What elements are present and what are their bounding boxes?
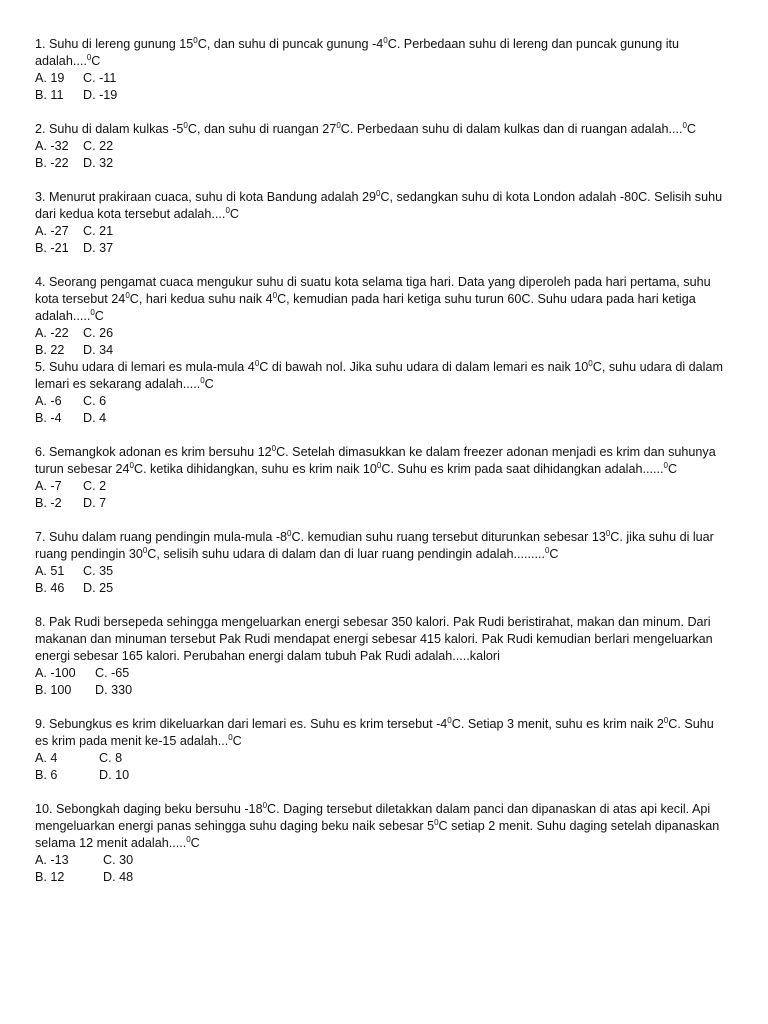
option-row	[35, 750, 728, 767]
answer-option[interactable]: D. 7	[83, 496, 107, 510]
option-row	[35, 325, 728, 342]
answer-option[interactable]: A. 51	[35, 564, 65, 578]
answer-option[interactable]: C. -11	[83, 71, 117, 85]
question-text-segment: 6. Semangkok adonan es krim bersuhu 12	[35, 445, 272, 459]
question-text-segment: C. Setiap 3 menit, suhu es krim naik 2	[451, 717, 664, 731]
question-text-segment: C, dan suhu di ruangan 27	[187, 122, 337, 136]
degree-superscript: 0	[200, 376, 205, 385]
degree-superscript: 0	[605, 529, 611, 538]
answer-option[interactable]: B. 100	[35, 683, 72, 697]
answer-option[interactable]: A. -7	[35, 479, 62, 493]
answer-option[interactable]: A. -13	[35, 853, 69, 867]
answer-option[interactable]: A. 19	[35, 71, 65, 85]
question-6	[35, 444, 728, 529]
degree-superscript: 0	[272, 291, 278, 300]
answer-option[interactable]: C. 6	[83, 394, 107, 408]
question-10	[35, 801, 728, 886]
question-text	[35, 274, 728, 325]
answer-option[interactable]: D. 25	[83, 581, 114, 595]
degree-superscript: 0	[447, 716, 452, 725]
question-text-segment: C. Suhu es krim pada menit ke-15 adalah...	[35, 717, 714, 748]
answer-option[interactable]: D. 330	[95, 683, 133, 697]
answer-option[interactable]: C. 21	[83, 224, 114, 238]
option-row	[35, 478, 728, 495]
question-3	[35, 189, 728, 274]
question-text-segment: C, selisih suhu udara di dalam dan di luar ruang pendingin adalah.........	[147, 547, 545, 561]
option-row	[35, 665, 728, 682]
answer-option[interactable]: C. 26	[83, 326, 114, 340]
question-text-segment: 9. Sebungkus es krim dikeluarkan dari lemari es. Suhu es krim tersebut -4	[35, 717, 448, 731]
option-row	[35, 852, 728, 869]
option-row	[35, 70, 728, 87]
answer-option[interactable]: C. -65	[95, 666, 130, 680]
question-text-segment: C	[229, 207, 239, 221]
question-spacer	[35, 257, 728, 274]
question-text-segment: C. Suhu es krim pada saat dihidangkan adalah......	[381, 462, 664, 476]
answer-option[interactable]: B. 11	[35, 88, 64, 102]
question-text-segment: 1. Suhu di lereng gunung 15	[35, 37, 194, 51]
question-text-segment: C. Daging tersebut diletakkan dalam panci dan dipanaskan di atas api kecil. Api mengeluarkan energi panas sehingga suhu daging beku naik sebesar 5	[35, 802, 711, 833]
option-row	[35, 869, 728, 886]
question-text-segment: C	[204, 377, 214, 391]
answer-option[interactable]: A. -27	[35, 224, 69, 238]
option-row	[35, 223, 728, 240]
answer-option[interactable]: A. -100	[35, 666, 76, 680]
degree-superscript: 0	[336, 121, 341, 130]
option-row	[35, 767, 728, 784]
question-5	[35, 359, 728, 444]
degree-superscript: 0	[663, 461, 668, 470]
degree-superscript: 0	[186, 835, 191, 844]
answer-option[interactable]: B. 46	[35, 581, 65, 595]
degree-superscript: 0	[544, 546, 550, 555]
question-text	[35, 529, 728, 563]
option-row	[35, 240, 728, 257]
question-text-segment: C. Perbedaan suhu di lereng dan puncak gunung itu adalah....	[35, 37, 679, 68]
answer-option[interactable]: B. 22	[35, 343, 65, 357]
answer-option[interactable]: B. 12	[35, 870, 65, 884]
question-text	[35, 614, 728, 665]
answer-option[interactable]: D. 37	[83, 241, 114, 255]
option-row	[35, 580, 728, 597]
degree-superscript: 0	[383, 36, 388, 45]
question-text-segment: 7. Suhu dalam ruang pendingin mula-mula -8	[35, 530, 288, 544]
question-text	[35, 444, 728, 478]
question-spacer	[35, 172, 728, 189]
question-text	[35, 359, 728, 393]
question-spacer	[35, 104, 728, 121]
question-text-segment: C, sedangkan suhu di kota London adalah -80C. Selisih suhu dari kedua kota tersebut adalah....	[35, 190, 723, 221]
question-text-segment: C	[94, 309, 104, 323]
option-row	[35, 495, 728, 512]
question-text-segment: C, dan suhu di puncak gunung -4	[197, 37, 384, 51]
question-text-segment: C	[549, 547, 559, 561]
question-spacer	[35, 512, 728, 529]
degree-superscript: 0	[228, 733, 233, 742]
question-text	[35, 121, 728, 138]
question-2	[35, 121, 728, 189]
option-row	[35, 563, 728, 580]
answer-option[interactable]: C. 35	[83, 564, 114, 578]
question-text-segment: C. jika suhu di luar ruang pendingin 30	[35, 530, 714, 561]
option-row	[35, 410, 728, 427]
answer-option[interactable]: B. -4	[35, 411, 62, 425]
question-text-segment: C. Perbedaan suhu di dalam kulkas dan di ruangan adalah....	[340, 122, 683, 136]
question-text-segment: 3. Menurut prakiraan cuaca, suhu di kota Bandung adalah 29	[35, 190, 376, 204]
degree-superscript: 0	[86, 53, 92, 62]
degree-superscript: 0	[183, 121, 188, 130]
degree-superscript: 0	[287, 529, 292, 538]
answer-option[interactable]: B. 6	[35, 768, 58, 782]
answer-option[interactable]: A. -32	[35, 139, 69, 153]
option-row	[35, 342, 728, 359]
question-text-segment: C, kemudian pada hari ketiga suhu turun 60C. Suhu udara pada hari ketiga adalah.....	[35, 292, 696, 323]
answer-option[interactable]: C. 2	[83, 479, 107, 493]
question-8	[35, 614, 728, 716]
question-text-segment: C	[232, 734, 242, 748]
question-spacer	[35, 699, 728, 716]
question-text-segment: C. ketika dihidangkan, suhu es krim naik 10	[133, 462, 377, 476]
answer-option[interactable]: C. 22	[83, 139, 114, 153]
question-text-segment: 10. Sebongkah daging beku bersuhu -18	[35, 802, 263, 816]
option-row	[35, 393, 728, 410]
question-text	[35, 716, 728, 750]
question-spacer	[35, 784, 728, 801]
question-text-segment: C setiap 2 menit. Suhu daging setelah dipanaskan selama 12 menit adalah.....	[35, 819, 720, 850]
question-text-segment: 8. Pak Rudi bersepeda sehingga mengeluarkan energi sebesar 350 kalori. Pak Rudi beristirahat, makan dan minum. Dari makanan dan minuman tersebut Pak Rudi mendapat energi sebesar 415 kalori. Pak Rudi kemudian berlari mengeluarkan energi sebesar 165 kalori. Perubahan energi dalam tubuh Pak Rudi adalah.....kalori	[35, 615, 713, 663]
question-text	[35, 36, 728, 70]
answer-option[interactable]: D. 4	[83, 411, 107, 425]
degree-superscript: 0	[271, 444, 277, 453]
option-row	[35, 138, 728, 155]
degree-superscript: 0	[588, 359, 593, 368]
answer-option[interactable]: A. -22	[35, 326, 69, 340]
degree-superscript: 0	[90, 308, 95, 317]
question-7	[35, 529, 728, 614]
question-list	[35, 36, 728, 886]
answer-option[interactable]: A. 4	[35, 751, 58, 765]
question-text-segment: C	[190, 836, 200, 850]
degree-superscript: 0	[434, 818, 439, 827]
question-text-segment: C. Setelah dimasukkan ke dalam freezer adonan menjadi es krim dan suhunya turun sebesar 24	[35, 445, 716, 476]
answer-option[interactable]: C. 8	[99, 751, 123, 765]
question-text-segment: 5. Suhu udara di lemari es mula-mula 4	[35, 360, 255, 374]
degree-superscript: 0	[193, 36, 198, 45]
question-text-segment: C, hari kedua suhu naik 4	[129, 292, 273, 306]
question-text	[35, 801, 728, 852]
degree-superscript: 0	[376, 461, 382, 470]
question-9	[35, 716, 728, 801]
question-spacer	[35, 597, 728, 614]
degree-superscript: 0	[254, 359, 260, 368]
answer-option[interactable]: D. -19	[83, 88, 118, 102]
question-text-segment: C	[686, 122, 697, 136]
answer-option[interactable]: D. 32	[83, 156, 114, 170]
answer-option[interactable]: B. -21	[35, 241, 69, 255]
question-text-segment: C. kemudian suhu ruang tersebut diturunkan sebesar 13	[291, 530, 606, 544]
question-text-segment: C di bawah nol. Jika suhu udara di dalam lemari es naik 10	[259, 360, 589, 374]
question-text-segment: C	[91, 54, 101, 68]
question-4	[35, 274, 728, 359]
question-text-segment: C	[667, 462, 678, 476]
degree-superscript: 0	[375, 189, 381, 198]
degree-superscript: 0	[129, 461, 134, 470]
option-row	[35, 87, 728, 104]
answer-option[interactable]: C. 30	[103, 853, 134, 867]
answer-option[interactable]: B. -22	[35, 156, 69, 170]
degree-superscript: 0	[225, 206, 230, 215]
question-spacer	[35, 427, 728, 444]
degree-superscript: 0	[142, 546, 148, 555]
answer-option[interactable]: D. 10	[99, 768, 130, 782]
question-text-segment: 2. Suhu di dalam kulkas -5	[35, 122, 184, 136]
answer-option[interactable]: B. -2	[35, 496, 62, 510]
question-text-segment: 4. Seorang pengamat cuaca mengukur suhu di suatu kota selama tiga hari. Data yang diperoleh pada hari pertama, suhu kota tersebut 24	[35, 275, 711, 306]
degree-superscript: 0	[262, 801, 268, 810]
option-row	[35, 155, 728, 172]
degree-superscript: 0	[682, 121, 687, 130]
option-row	[35, 682, 728, 699]
degree-superscript: 0	[663, 716, 669, 725]
answer-option[interactable]: D. 34	[83, 343, 114, 357]
degree-superscript: 0	[125, 291, 130, 300]
question-text	[35, 189, 728, 223]
question-text-segment: C, suhu udara di dalam lemari es sekarang adalah.....	[35, 360, 723, 391]
answer-option[interactable]: A. -6	[35, 394, 62, 408]
answer-option[interactable]: D. 48	[103, 870, 134, 884]
question-1	[35, 36, 728, 121]
